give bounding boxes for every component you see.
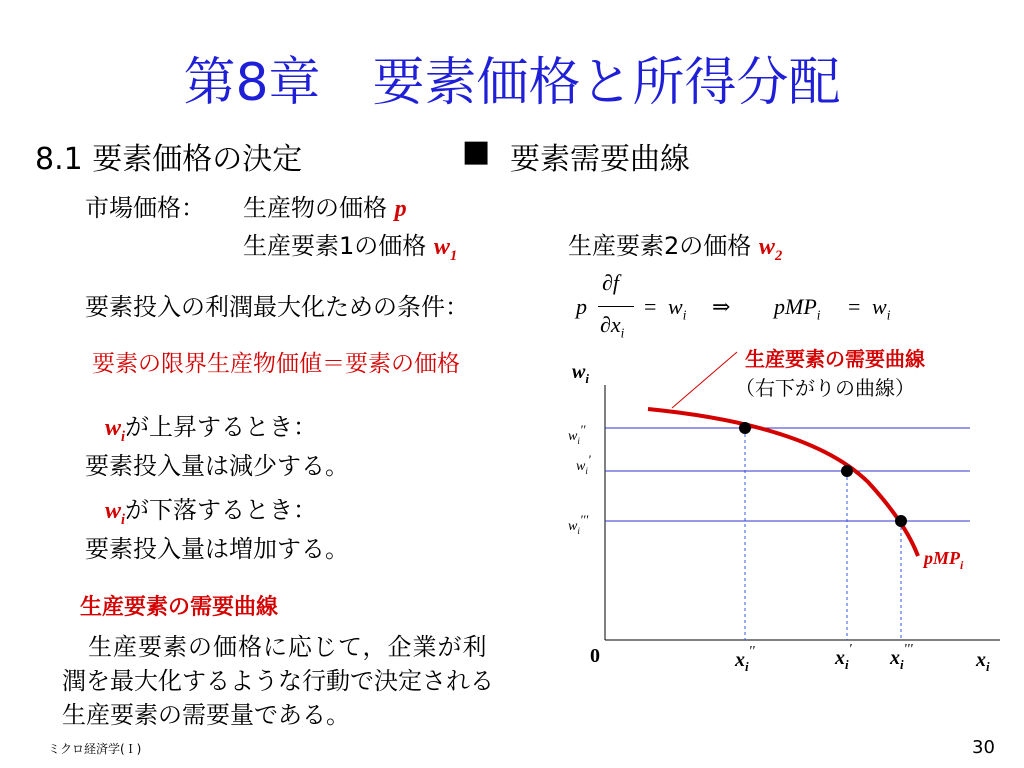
fall-symbol: $w_i$: [105, 498, 126, 528]
w-label-triple-prime: $w_i'''$: [568, 512, 589, 536]
pmp-curve-label: pMP$_i$: [924, 548, 964, 572]
condition-label: 要素投入の利潤最大化ための条件：: [85, 293, 469, 321]
w-label-prime: $w_i'$: [576, 452, 591, 476]
profit-max-equation: p ∂f $\partial x_i$ = $w_i$ ⇒ pMP$_i$ = $w_i$: [576, 270, 891, 341]
mvp-rule: 要素の限界生産物価値＝要素の価格: [92, 351, 460, 377]
topic-label: 要素需要曲線: [510, 142, 690, 177]
course-name: ミクロ経済学(Ｉ): [48, 742, 142, 756]
section-label: 8.1 要素価格の決定: [35, 142, 303, 177]
product-price-text: 生産物の価格: [243, 194, 387, 222]
x-label-triple-prime: $x_i'''$: [890, 642, 913, 672]
fall-result: 要素投入量は増加する。: [85, 535, 349, 563]
factor2-symbol: $w_2$: [758, 234, 783, 264]
fall-condition: $w_i$が下落するとき：: [105, 496, 318, 528]
y-axis-label: $w_i$: [572, 361, 589, 386]
equilibrium-point-3: [895, 515, 907, 527]
page-title: 第8章 要素価格と所得分配: [183, 53, 841, 113]
annotation-pointer: [672, 352, 737, 408]
factor1-symbol: $w_1$: [433, 234, 458, 264]
topic-marker: ■: [462, 134, 491, 169]
market-price-label: 市場価格：: [85, 194, 205, 222]
equilibrium-point-1: [739, 422, 751, 434]
origin-label: 0: [590, 645, 600, 667]
x-label-double-prime: $x_i''$: [735, 644, 755, 674]
rise-condition: $w_i$が上昇するとき：: [105, 413, 318, 445]
x-label-prime: $x_i'$: [835, 642, 852, 672]
demand-body-line-2: 潤を最大化するような行動で決定される: [62, 667, 494, 695]
factor2-price-text: 生産要素2の価格: [568, 232, 752, 260]
rise-result: 要素投入量は減少する。: [85, 452, 349, 480]
page-number: 30: [972, 737, 995, 758]
w-label-double-prime: $w_i''$: [568, 422, 586, 446]
rise-symbol: $w_i$: [105, 415, 126, 445]
curve-annotation-subtitle: （右下がりの曲線）: [735, 376, 915, 400]
product-price-symbol: p: [394, 196, 407, 222]
demand-heading: 生産要素の需要曲線: [80, 595, 279, 620]
factor1-price-text: 生産要素1の価格: [243, 232, 427, 260]
equilibrium-point-2: [841, 465, 853, 477]
demand-body-line-3: 生産要素の需要量である。: [62, 701, 350, 729]
curve-annotation-title: 生産要素の需要曲線: [745, 347, 925, 371]
pmp-demand-curve: [648, 409, 918, 556]
x-axis-label: $x_i$: [976, 649, 990, 674]
demand-body-line-1: 生産要素の価格に応じて，企業が利: [88, 633, 488, 661]
